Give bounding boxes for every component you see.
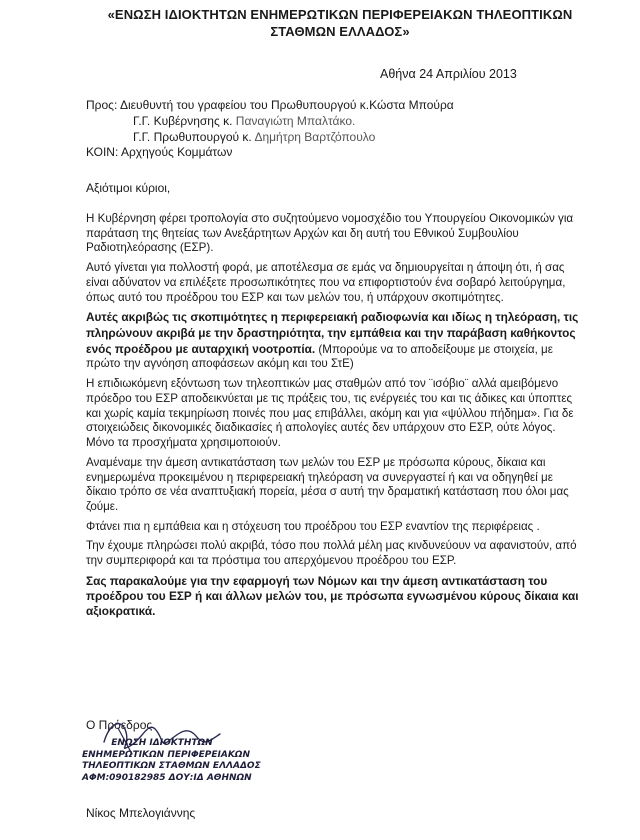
letterhead-line-1: «ΕΝΩΣΗ ΙΔΙΟΚΤΗΤΩΝ ΕΝΗΜΕΡΩΤΙΚΩΝ ΠΕΡΙΦΕΡΕΙΑΚΩΝ ΤΗΛΕΟΠΤΙΚΩΝ [107, 7, 573, 22]
greeting: Αξιότιμοι κύριοι, [86, 181, 171, 195]
letter-date: Αθήνα 24 Απριλίου 2013 [380, 67, 517, 81]
recipient-gg1-prefix: Γ.Γ. Κυβέρνησης κ. [133, 113, 233, 128]
stamp-line-2: ΕΝΗΜΕΡΩΤΙΚΩΝ ΠΕΡΙΦΕΡΕΙΑΚΩΝ [82, 749, 250, 760]
recipient-gg2-name: Δημήτρη Βαρτζόπουλο [254, 129, 376, 144]
signature-label: Ο Πρόεδρος [86, 718, 153, 732]
recipient-to [86, 98, 454, 114]
recipient-gg-government [86, 114, 454, 130]
recipient-gg-pm [86, 130, 454, 146]
body-paragraph-8: Σας παρακαλούμε για την εφαρμογή των Νόμων και την άμεση αντικατάσταση του προέδρου του ΕΣΡ ή και άλλων μελών του, με πρόσωπα εγνωσμένου κύρους δίκαια και αξιοκρατικά. [86, 573, 579, 618]
body-paragraph-3-normal: (Μπορούμε να το αποδείξουμε με στοιχεία, με πρώτο την αγνόηση αποφάσεων ακόμη και του ΣτΕ) [86, 342, 553, 371]
stamp-line-4: ΑΦΜ:090182985 ΔΟΥ:ΙΔ ΑΘΗΝΩΝ [82, 773, 252, 784]
body-paragraph-3-bold: Αυτές ακριβώς τις σκοπιμότητες η περιφερειακή ραδιοφωνία και ιδίως η τηλεόραση, τις πληρώνουν ακριβά με την δραστηριότητα, την εμπάθεια και την παράβαση καθήκοντος ενός προέδρου με αυταρχική νοοτροπία. [86, 310, 579, 356]
body-paragraph-5: Αναμέναμε την άμεση αντικατάσταση των μελών του ΕΣΡ με πρόσωπα κύρους, δίκαια και ενημερωμένα προκειμένου η περιφερειακή τηλεόραση να συνεργαστεί ή και να οδηγηθεί με δίκαιο τρόπο σε νέα αναπτυξιακή πορεία, μέσα σ αυτή την δραματική κατάσταση που όλοι μας ζούμε. [86, 455, 569, 513]
recipient-koin: ΚΟΙΝ: Αρχηγούς Κομμάτων [86, 145, 233, 160]
recipients-block [86, 98, 454, 161]
letter-body [86, 212, 586, 624]
letterhead-line-2: ΣΤΑΘΜΩΝ ΕΛΛΑΔΟΣ» [270, 23, 410, 39]
association-stamp [82, 738, 261, 785]
recipient-gg2-prefix: Γ.Γ. Πρωθυπουργού κ. [133, 129, 252, 144]
body-paragraph-1: Η Κυβέρνηση φέρει τροπολογία στο συζητούμενο νομοσχέδιο του Υπουργείου Οικονομικών για παράταση της θητείας των Ανεξάρτητων Αρχών και δη αυτή του Εθνικού Συμβουλίου Ραδιοτηλεόρασης (ΕΣΡ). [86, 212, 574, 255]
body-paragraph-4: Η επιδιωκόμενη εξόντωση των τηλεοπτικών μας σταθμών από τον ¨ισόβιο¨ αλλά αμειβόμενο πρόεδρο του ΕΣΡ αποδεικνύεται με τις πράξεις του, τις ενέργειές του και τις άδικες και ύποπτες και χωρίς καμία τεκμηρίωση ποινές που μας επιβάλλει, ακόμη και για «ψύλλου πήδημα». Για δε στοιχειώδεις δικονομικές διαδικασίες ή απολογίες αυτές δεν υπάρχουν στο ΕΣΡ, ούτε λόγος. Μόνο τα προσχήματα χρησιμοποιούν. [86, 377, 574, 450]
body-paragraph-2: Αυτό γίνεται για πολλοστή φορά, με αποτέλεσμα σε εμάς να δημιουργείται η άποψη ότι, ή σας είναι αδύνατον να επιλέξετε προσωπικότητες που να επιφορτιστούν ένα σοβαρό λειτούργημα, όπως αυτό του προέδρου του ΕΣΡ και των μελών του, ή υπάρχουν σκοπιμότητες. [86, 261, 566, 304]
body-paragraph-3 [86, 310, 586, 372]
body-paragraph-7: Την έχουμε πληρώσει πολύ ακριβά, τόσο που πολλά μέλη μας κινδυνεύουν να αφανιστούν, από την συμπεριφορά και τα πρόστιμα του απερχόμενου προέδρου του ΕΣΡ. [86, 539, 577, 568]
letterhead [60, 7, 620, 41]
stamp-line-1: ΕΝΩΣΗ ΙΔΙΟΚΤΗΤΩΝ [111, 738, 213, 748]
recipient-gg1-name: Παναγιώτη Μπαλτάκο. [235, 113, 356, 128]
body-paragraph-6: Φτάνει πια η εμπάθεια και η στόχευση του προέδρου του ΕΣΡ εναντίον της περιφέρειας . [86, 519, 540, 533]
signer-name: Νίκος Μπελογιάννης [86, 806, 196, 820]
recipient-to-text: Διευθυντή του γραφείου του Πρωθυπουργού κ.Κώστα Μπούρα [119, 98, 454, 112]
stamp-line-3: ΤΗΛΕΟΠΤΙΚΩΝ ΣΤΑΘΜΩΝ ΕΛΛΑΔΟΣ [82, 761, 261, 772]
recipient-to-label: Προς: [86, 98, 118, 112]
